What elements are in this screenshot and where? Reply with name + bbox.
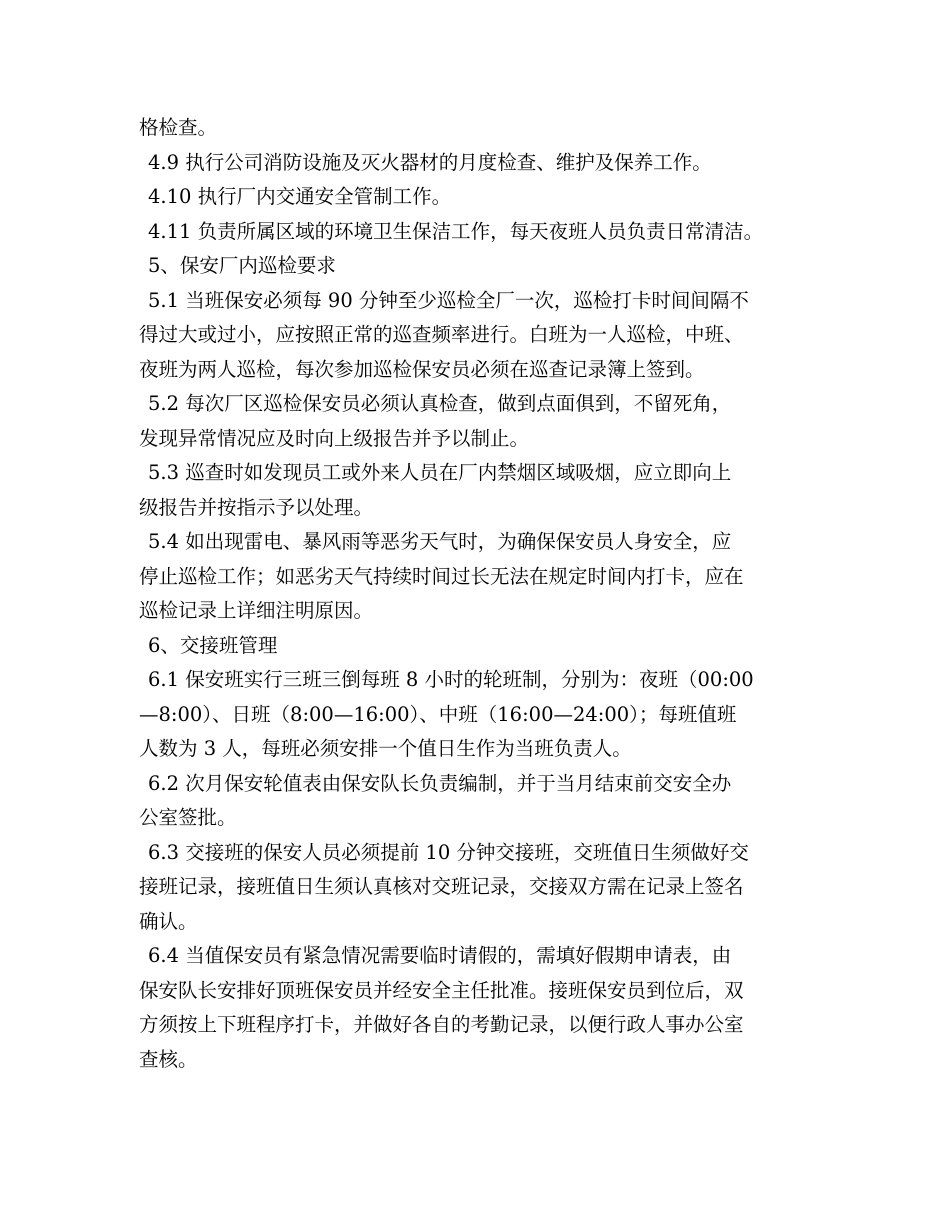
text-line: 格检查。 bbox=[139, 116, 218, 139]
text-line: 6.4 当值保安员有紧急情况需要临时请假的，需填好假期申请表，由 bbox=[148, 944, 732, 967]
text-line: 5.2 每次厂区巡检保安员必须认真检查，做到点面俱到，不留死角， bbox=[148, 392, 732, 415]
document-body bbox=[139, 111, 819, 1077]
text-line: 保安队长安排好顶班保安员并经安全主任批准。接班保安员到位后，双 bbox=[139, 978, 744, 1002]
text-line: 夜班为两人巡检，每次参加巡检保安员必须在巡查记录簿上签到。 bbox=[139, 357, 705, 381]
text-line: 6.3 交接班的保安人员必须提前 10 分钟交接班，交班值日生须做好交 bbox=[148, 840, 749, 864]
text-line: —8:00）、日班（8:00—16:00）、中班（16:00—24:00）；每班值班 bbox=[139, 702, 737, 726]
text-line: 停止巡检工作；如恶劣天气持续时间过长无法在规定时间内打卡，应在 bbox=[139, 564, 744, 588]
text-line: 6.1 保安班实行三班三倒每班 8 小时的轮班制，分别为：夜班（00:00 bbox=[148, 668, 754, 691]
text-line: 接班记录，接班值日生须认真核对交班记录，交接双方需在记录上签名 bbox=[139, 875, 744, 898]
text-line: 方须按上下班程序打卡，并做好各自的考勤记录，以便行政人事办公室 bbox=[139, 1013, 744, 1036]
text-line: 5.1 当班保安必须每 90 分钟至少巡检全厂一次，巡检打卡时间间隔不 bbox=[148, 288, 749, 312]
text-line: 得过大或过小，应按照正常的巡查频率进行。白班为一人巡检，中班、 bbox=[139, 323, 744, 346]
text-line: 发现异常情况应及时向上级报告并予以制止。 bbox=[139, 426, 530, 450]
text-line: 4.9 执行公司消防设施及灭火器材的月度检查、维护及保养工作。 bbox=[148, 150, 712, 174]
text-line: 5.4 如出现雷电、暴风雨等恶劣天气时，为确保保安员人身安全，应 bbox=[148, 530, 732, 553]
text-line: 公室签批。 bbox=[139, 806, 237, 829]
text-line: 巡检记录上详细注明原因。 bbox=[139, 599, 374, 622]
text-line: 确认。 bbox=[139, 909, 198, 933]
text-line: 级报告并按指示予以处理。 bbox=[139, 495, 374, 519]
text-line: 查核。 bbox=[139, 1047, 198, 1071]
section-heading: 5、保安厂内巡检要求 bbox=[148, 254, 336, 277]
text-line: 人数为 3 人，每班必须安排一个值日生作为当班负责人。 bbox=[139, 737, 632, 760]
text-line: 4.10 执行厂内交通安全管制工作。 bbox=[148, 185, 452, 208]
text-line: 4.11 负责所属区域的环境卫生保洁工作，每天夜班人员负责日常清洁。 bbox=[148, 219, 764, 243]
section-heading: 6、交接班管理 bbox=[148, 633, 278, 657]
text-line: 5.3 巡查时如发现员工或外来人员在厂内禁烟区域吸烟，应立即向上 bbox=[148, 461, 732, 484]
text-line: 6.2 次月保安轮值表由保安队长负责编制，并于当月结束前交安全办 bbox=[148, 771, 732, 795]
